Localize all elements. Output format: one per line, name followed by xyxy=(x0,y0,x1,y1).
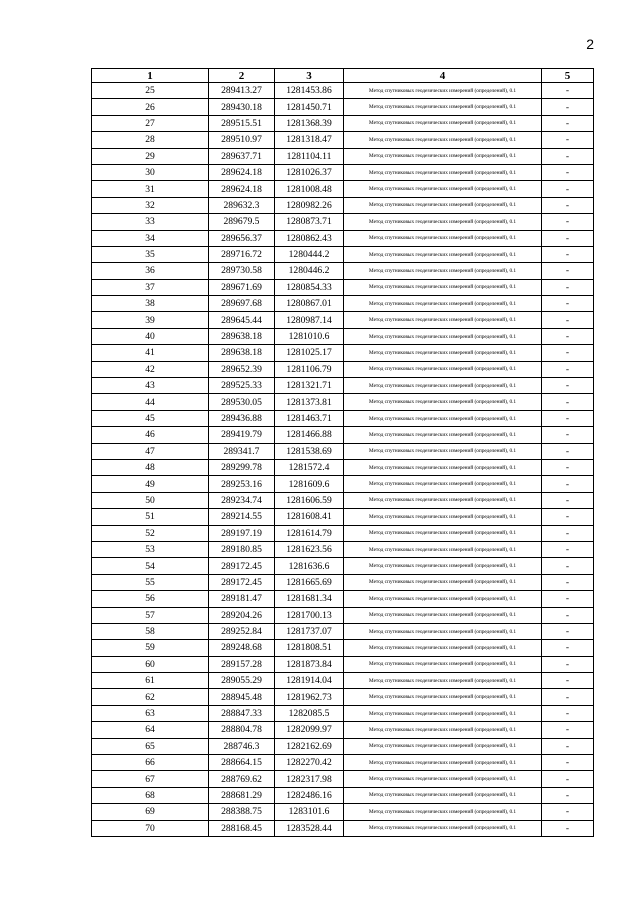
table-row xyxy=(92,328,594,344)
point-number-cell: 68 xyxy=(92,787,209,803)
method-accuracy-cell: Метод спутниковых геодезических измерений (определений), 0.1 xyxy=(344,378,542,394)
y-coordinate-cell: 1281538.69 xyxy=(275,443,344,459)
x-coordinate-cell: 289624.18 xyxy=(209,181,275,197)
description-cell: - xyxy=(542,640,594,656)
point-number-cell: 70 xyxy=(92,820,209,836)
coordinates-table xyxy=(91,68,594,837)
table-row xyxy=(92,214,594,230)
table-row xyxy=(92,738,594,754)
point-number-cell: 28 xyxy=(92,132,209,148)
description-cell: - xyxy=(542,787,594,803)
x-coordinate-cell: 289624.18 xyxy=(209,164,275,180)
table-row xyxy=(92,115,594,131)
x-coordinate-cell: 289055.29 xyxy=(209,673,275,689)
method-accuracy-cell: Метод спутниковых геодезических измерений (определений), 0.1 xyxy=(344,705,542,721)
method-accuracy-cell: Метод спутниковых геодезических измерений (определений), 0.1 xyxy=(344,296,542,312)
x-coordinate-cell: 289638.18 xyxy=(209,328,275,344)
description-cell: - xyxy=(542,443,594,459)
description-cell: - xyxy=(542,607,594,623)
x-coordinate-cell: 289172.45 xyxy=(209,558,275,574)
table-header-row xyxy=(92,69,594,83)
point-number-cell: 52 xyxy=(92,525,209,541)
table-row xyxy=(92,181,594,197)
method-accuracy-cell: Метод спутниковых геодезических измерений (определений), 0.1 xyxy=(344,640,542,656)
table-row xyxy=(92,705,594,721)
y-coordinate-cell: 1281025.17 xyxy=(275,345,344,361)
y-coordinate-cell: 1281010.6 xyxy=(275,328,344,344)
y-coordinate-cell: 1281962.73 xyxy=(275,689,344,705)
description-cell: - xyxy=(542,164,594,180)
x-coordinate-cell: 289530.05 xyxy=(209,394,275,410)
table-body xyxy=(92,83,594,837)
table-row xyxy=(92,771,594,787)
y-coordinate-cell: 1281614.79 xyxy=(275,525,344,541)
x-coordinate-cell: 288945.48 xyxy=(209,689,275,705)
column-header-5: 5 xyxy=(542,69,594,83)
table-row xyxy=(92,246,594,262)
x-coordinate-cell: 289172.45 xyxy=(209,574,275,590)
x-coordinate-cell: 289632.3 xyxy=(209,197,275,213)
description-cell: - xyxy=(542,476,594,492)
method-accuracy-cell: Метод спутниковых геодезических измерений (определений), 0.1 xyxy=(344,820,542,836)
method-accuracy-cell: Метод спутниковых геодезических измерений (определений), 0.1 xyxy=(344,525,542,541)
method-accuracy-cell: Метод спутниковых геодезических измерений (определений), 0.1 xyxy=(344,345,542,361)
method-accuracy-cell: Метод спутниковых геодезических измерений (определений), 0.1 xyxy=(344,312,542,328)
table-row xyxy=(92,623,594,639)
y-coordinate-cell: 1282085.5 xyxy=(275,705,344,721)
description-cell: - xyxy=(542,99,594,115)
y-coordinate-cell: 1281606.59 xyxy=(275,492,344,508)
x-coordinate-cell: 288681.29 xyxy=(209,787,275,803)
method-accuracy-cell: Метод спутниковых геодезических измерений (определений), 0.1 xyxy=(344,328,542,344)
table-row xyxy=(92,410,594,426)
description-cell: - xyxy=(542,738,594,754)
y-coordinate-cell: 1281466.88 xyxy=(275,427,344,443)
table-row xyxy=(92,296,594,312)
point-number-cell: 54 xyxy=(92,558,209,574)
x-coordinate-cell: 289430.18 xyxy=(209,99,275,115)
description-cell: - xyxy=(542,705,594,721)
description-cell: - xyxy=(542,328,594,344)
point-number-cell: 59 xyxy=(92,640,209,656)
y-coordinate-cell: 1283101.6 xyxy=(275,804,344,820)
y-coordinate-cell: 1281914.04 xyxy=(275,673,344,689)
x-coordinate-cell: 289253.16 xyxy=(209,476,275,492)
point-number-cell: 47 xyxy=(92,443,209,459)
table-row xyxy=(92,427,594,443)
y-coordinate-cell: 1280444.2 xyxy=(275,246,344,262)
column-header-3: 3 xyxy=(275,69,344,83)
description-cell: - xyxy=(542,820,594,836)
point-number-cell: 66 xyxy=(92,755,209,771)
description-cell: - xyxy=(542,214,594,230)
table-row xyxy=(92,279,594,295)
x-coordinate-cell: 288769.62 xyxy=(209,771,275,787)
x-coordinate-cell: 288804.78 xyxy=(209,722,275,738)
x-coordinate-cell: 289197.19 xyxy=(209,525,275,541)
method-accuracy-cell: Метод спутниковых геодезических измерений (определений), 0.1 xyxy=(344,181,542,197)
y-coordinate-cell: 1280862.43 xyxy=(275,230,344,246)
x-coordinate-cell: 289252.84 xyxy=(209,623,275,639)
x-coordinate-cell: 289341.7 xyxy=(209,443,275,459)
x-coordinate-cell: 288168.45 xyxy=(209,820,275,836)
point-number-cell: 49 xyxy=(92,476,209,492)
description-cell: - xyxy=(542,558,594,574)
description-cell: - xyxy=(542,574,594,590)
table-row xyxy=(92,591,594,607)
point-number-cell: 69 xyxy=(92,804,209,820)
y-coordinate-cell: 1281008.48 xyxy=(275,181,344,197)
table-row xyxy=(92,345,594,361)
method-accuracy-cell: Метод спутниковых геодезических измерений (определений), 0.1 xyxy=(344,230,542,246)
y-coordinate-cell: 1281737.07 xyxy=(275,623,344,639)
description-cell: - xyxy=(542,459,594,475)
method-accuracy-cell: Метод спутниковых геодезических измерений (определений), 0.1 xyxy=(344,214,542,230)
description-cell: - xyxy=(542,771,594,787)
description-cell: - xyxy=(542,296,594,312)
y-coordinate-cell: 1282099.97 xyxy=(275,722,344,738)
point-number-cell: 32 xyxy=(92,197,209,213)
x-coordinate-cell: 289730.58 xyxy=(209,263,275,279)
table-row xyxy=(92,787,594,803)
table-row xyxy=(92,574,594,590)
description-cell: - xyxy=(542,509,594,525)
description-cell: - xyxy=(542,722,594,738)
y-coordinate-cell: 1282162.69 xyxy=(275,738,344,754)
y-coordinate-cell: 1281623.56 xyxy=(275,541,344,557)
column-header-1: 1 xyxy=(92,69,209,83)
point-number-cell: 37 xyxy=(92,279,209,295)
point-number-cell: 57 xyxy=(92,607,209,623)
method-accuracy-cell: Метод спутниковых геодезических измерений (определений), 0.1 xyxy=(344,279,542,295)
description-cell: - xyxy=(542,623,594,639)
point-number-cell: 42 xyxy=(92,361,209,377)
x-coordinate-cell: 289419.79 xyxy=(209,427,275,443)
y-coordinate-cell: 1281609.6 xyxy=(275,476,344,492)
point-number-cell: 38 xyxy=(92,296,209,312)
description-cell: - xyxy=(542,345,594,361)
y-coordinate-cell: 1281368.39 xyxy=(275,115,344,131)
method-accuracy-cell: Метод спутниковых геодезических измерений (определений), 0.1 xyxy=(344,164,542,180)
method-accuracy-cell: Метод спутниковых геодезических измерений (определений), 0.1 xyxy=(344,804,542,820)
y-coordinate-cell: 1282486.16 xyxy=(275,787,344,803)
description-cell: - xyxy=(542,132,594,148)
x-coordinate-cell: 289248.68 xyxy=(209,640,275,656)
description-cell: - xyxy=(542,197,594,213)
point-number-cell: 53 xyxy=(92,541,209,557)
point-number-cell: 56 xyxy=(92,591,209,607)
method-accuracy-cell: Метод спутниковых геодезических измерений (определений), 0.1 xyxy=(344,591,542,607)
x-coordinate-cell: 289697.68 xyxy=(209,296,275,312)
table-row xyxy=(92,132,594,148)
x-coordinate-cell: 288746.3 xyxy=(209,738,275,754)
y-coordinate-cell: 1280982.26 xyxy=(275,197,344,213)
point-number-cell: 61 xyxy=(92,673,209,689)
description-cell: - xyxy=(542,656,594,672)
description-cell: - xyxy=(542,541,594,557)
method-accuracy-cell: Метод спутниковых геодезических измерений (определений), 0.1 xyxy=(344,722,542,738)
point-number-cell: 36 xyxy=(92,263,209,279)
point-number-cell: 33 xyxy=(92,214,209,230)
table-row xyxy=(92,607,594,623)
point-number-cell: 31 xyxy=(92,181,209,197)
column-header-4: 4 xyxy=(344,69,542,83)
table-row xyxy=(92,378,594,394)
x-coordinate-cell: 289204.26 xyxy=(209,607,275,623)
method-accuracy-cell: Метод спутниковых геодезических измерений (определений), 0.1 xyxy=(344,115,542,131)
y-coordinate-cell: 1281321.71 xyxy=(275,378,344,394)
method-accuracy-cell: Метод спутниковых геодезических измерений (определений), 0.1 xyxy=(344,459,542,475)
method-accuracy-cell: Метод спутниковых геодезических измерений (определений), 0.1 xyxy=(344,394,542,410)
method-accuracy-cell: Метод спутниковых геодезических измерений (определений), 0.1 xyxy=(344,623,542,639)
y-coordinate-cell: 1281450.71 xyxy=(275,99,344,115)
point-number-cell: 64 xyxy=(92,722,209,738)
table-row xyxy=(92,541,594,557)
method-accuracy-cell: Метод спутниковых геодезических измерений (определений), 0.1 xyxy=(344,410,542,426)
x-coordinate-cell: 288664.15 xyxy=(209,755,275,771)
y-coordinate-cell: 1281318.47 xyxy=(275,132,344,148)
method-accuracy-cell: Метод спутниковых геодезических измерений (определений), 0.1 xyxy=(344,689,542,705)
table-row xyxy=(92,656,594,672)
method-accuracy-cell: Метод спутниковых геодезических измерений (определений), 0.1 xyxy=(344,132,542,148)
method-accuracy-cell: Метод спутниковых геодезических измерений (определений), 0.1 xyxy=(344,509,542,525)
y-coordinate-cell: 1281681.34 xyxy=(275,591,344,607)
table-row xyxy=(92,197,594,213)
y-coordinate-cell: 1281636.6 xyxy=(275,558,344,574)
y-coordinate-cell: 1281106.79 xyxy=(275,361,344,377)
description-cell: - xyxy=(542,673,594,689)
x-coordinate-cell: 289656.37 xyxy=(209,230,275,246)
y-coordinate-cell: 1283528.44 xyxy=(275,820,344,836)
table-row xyxy=(92,394,594,410)
table-row xyxy=(92,804,594,820)
method-accuracy-cell: Метод спутниковых геодезических измерений (определений), 0.1 xyxy=(344,673,542,689)
description-cell: - xyxy=(542,755,594,771)
x-coordinate-cell: 289652.39 xyxy=(209,361,275,377)
point-number-cell: 45 xyxy=(92,410,209,426)
table-row xyxy=(92,640,594,656)
x-coordinate-cell: 289181.47 xyxy=(209,591,275,607)
page-number: 2 xyxy=(586,36,594,52)
y-coordinate-cell: 1281700.13 xyxy=(275,607,344,623)
x-coordinate-cell: 289299.78 xyxy=(209,459,275,475)
method-accuracy-cell: Метод спутниковых геодезических измерений (определений), 0.1 xyxy=(344,558,542,574)
description-cell: - xyxy=(542,83,594,99)
point-number-cell: 29 xyxy=(92,148,209,164)
x-coordinate-cell: 289671.69 xyxy=(209,279,275,295)
point-number-cell: 48 xyxy=(92,459,209,475)
description-cell: - xyxy=(542,394,594,410)
description-cell: - xyxy=(542,181,594,197)
point-number-cell: 55 xyxy=(92,574,209,590)
description-cell: - xyxy=(542,230,594,246)
method-accuracy-cell: Метод спутниковых геодезических измерений (определений), 0.1 xyxy=(344,492,542,508)
table-row xyxy=(92,164,594,180)
point-number-cell: 46 xyxy=(92,427,209,443)
x-coordinate-cell: 288847.33 xyxy=(209,705,275,721)
x-coordinate-cell: 288388.75 xyxy=(209,804,275,820)
table-row xyxy=(92,230,594,246)
table-row xyxy=(92,509,594,525)
method-accuracy-cell: Метод спутниковых геодезических измерений (определений), 0.1 xyxy=(344,427,542,443)
y-coordinate-cell: 1280854.33 xyxy=(275,279,344,295)
method-accuracy-cell: Метод спутниковых геодезических измерений (определений), 0.1 xyxy=(344,443,542,459)
x-coordinate-cell: 289638.18 xyxy=(209,345,275,361)
description-cell: - xyxy=(542,263,594,279)
point-number-cell: 50 xyxy=(92,492,209,508)
method-accuracy-cell: Метод спутниковых геодезических измерений (определений), 0.1 xyxy=(344,361,542,377)
point-number-cell: 60 xyxy=(92,656,209,672)
y-coordinate-cell: 1280446.2 xyxy=(275,263,344,279)
point-number-cell: 65 xyxy=(92,738,209,754)
x-coordinate-cell: 289234.74 xyxy=(209,492,275,508)
y-coordinate-cell: 1282270.42 xyxy=(275,755,344,771)
y-coordinate-cell: 1281373.81 xyxy=(275,394,344,410)
y-coordinate-cell: 1281873.84 xyxy=(275,656,344,672)
point-number-cell: 43 xyxy=(92,378,209,394)
x-coordinate-cell: 289214.55 xyxy=(209,509,275,525)
point-number-cell: 51 xyxy=(92,509,209,525)
method-accuracy-cell: Метод спутниковых геодезических измерений (определений), 0.1 xyxy=(344,83,542,99)
description-cell: - xyxy=(542,525,594,541)
table-row xyxy=(92,492,594,508)
x-coordinate-cell: 289645.44 xyxy=(209,312,275,328)
table-row xyxy=(92,148,594,164)
table-row xyxy=(92,820,594,836)
description-cell: - xyxy=(542,115,594,131)
point-number-cell: 26 xyxy=(92,99,209,115)
y-coordinate-cell: 1281572.4 xyxy=(275,459,344,475)
x-coordinate-cell: 289436.88 xyxy=(209,410,275,426)
y-coordinate-cell: 1280987.14 xyxy=(275,312,344,328)
x-coordinate-cell: 289510.97 xyxy=(209,132,275,148)
description-cell: - xyxy=(542,492,594,508)
point-number-cell: 62 xyxy=(92,689,209,705)
table-row xyxy=(92,83,594,99)
point-number-cell: 35 xyxy=(92,246,209,262)
table-row xyxy=(92,525,594,541)
method-accuracy-cell: Метод спутниковых геодезических измерений (определений), 0.1 xyxy=(344,476,542,492)
y-coordinate-cell: 1281104.11 xyxy=(275,148,344,164)
method-accuracy-cell: Метод спутниковых геодезических измерений (определений), 0.1 xyxy=(344,197,542,213)
method-accuracy-cell: Метод спутниковых геодезических измерений (определений), 0.1 xyxy=(344,574,542,590)
x-coordinate-cell: 289515.51 xyxy=(209,115,275,131)
method-accuracy-cell: Метод спутниковых геодезических измерений (определений), 0.1 xyxy=(344,755,542,771)
description-cell: - xyxy=(542,312,594,328)
point-number-cell: 27 xyxy=(92,115,209,131)
y-coordinate-cell: 1280867.01 xyxy=(275,296,344,312)
y-coordinate-cell: 1281463.71 xyxy=(275,410,344,426)
description-cell: - xyxy=(542,410,594,426)
y-coordinate-cell: 1281453.86 xyxy=(275,83,344,99)
point-number-cell: 67 xyxy=(92,771,209,787)
description-cell: - xyxy=(542,246,594,262)
description-cell: - xyxy=(542,148,594,164)
description-cell: - xyxy=(542,427,594,443)
point-number-cell: 39 xyxy=(92,312,209,328)
method-accuracy-cell: Метод спутниковых геодезических измерений (определений), 0.1 xyxy=(344,246,542,262)
y-coordinate-cell: 1282317.98 xyxy=(275,771,344,787)
table-row xyxy=(92,722,594,738)
table-row xyxy=(92,263,594,279)
table-row xyxy=(92,476,594,492)
method-accuracy-cell: Метод спутниковых геодезических измерений (определений), 0.1 xyxy=(344,771,542,787)
y-coordinate-cell: 1281808.51 xyxy=(275,640,344,656)
description-cell: - xyxy=(542,378,594,394)
x-coordinate-cell: 289180.85 xyxy=(209,541,275,557)
table-row xyxy=(92,312,594,328)
table-row xyxy=(92,673,594,689)
method-accuracy-cell: Метод спутниковых геодезических измерений (определений), 0.1 xyxy=(344,738,542,754)
method-accuracy-cell: Метод спутниковых геодезических измерений (определений), 0.1 xyxy=(344,148,542,164)
table-row xyxy=(92,755,594,771)
point-number-cell: 25 xyxy=(92,83,209,99)
x-coordinate-cell: 289716.72 xyxy=(209,246,275,262)
y-coordinate-cell: 1281665.69 xyxy=(275,574,344,590)
method-accuracy-cell: Метод спутниковых геодезических измерений (определений), 0.1 xyxy=(344,607,542,623)
description-cell: - xyxy=(542,591,594,607)
table-row xyxy=(92,689,594,705)
table-row xyxy=(92,361,594,377)
method-accuracy-cell: Метод спутниковых геодезических измерений (определений), 0.1 xyxy=(344,541,542,557)
x-coordinate-cell: 289413.27 xyxy=(209,83,275,99)
point-number-cell: 34 xyxy=(92,230,209,246)
description-cell: - xyxy=(542,804,594,820)
x-coordinate-cell: 289679.5 xyxy=(209,214,275,230)
point-number-cell: 63 xyxy=(92,705,209,721)
table-row xyxy=(92,459,594,475)
point-number-cell: 41 xyxy=(92,345,209,361)
x-coordinate-cell: 289637.71 xyxy=(209,148,275,164)
method-accuracy-cell: Метод спутниковых геодезических измерений (определений), 0.1 xyxy=(344,656,542,672)
description-cell: - xyxy=(542,689,594,705)
point-number-cell: 58 xyxy=(92,623,209,639)
table-row xyxy=(92,99,594,115)
x-coordinate-cell: 289525.33 xyxy=(209,378,275,394)
description-cell: - xyxy=(542,361,594,377)
column-header-2: 2 xyxy=(209,69,275,83)
point-number-cell: 44 xyxy=(92,394,209,410)
method-accuracy-cell: Метод спутниковых геодезических измерений (определений), 0.1 xyxy=(344,787,542,803)
table-row xyxy=(92,558,594,574)
method-accuracy-cell: Метод спутниковых геодезических измерений (определений), 0.1 xyxy=(344,263,542,279)
point-number-cell: 30 xyxy=(92,164,209,180)
table-row xyxy=(92,443,594,459)
y-coordinate-cell: 1280873.71 xyxy=(275,214,344,230)
point-number-cell: 40 xyxy=(92,328,209,344)
y-coordinate-cell: 1281608.41 xyxy=(275,509,344,525)
y-coordinate-cell: 1281026.37 xyxy=(275,164,344,180)
x-coordinate-cell: 289157.28 xyxy=(209,656,275,672)
description-cell: - xyxy=(542,279,594,295)
method-accuracy-cell: Метод спутниковых геодезических измерений (определений), 0.1 xyxy=(344,99,542,115)
